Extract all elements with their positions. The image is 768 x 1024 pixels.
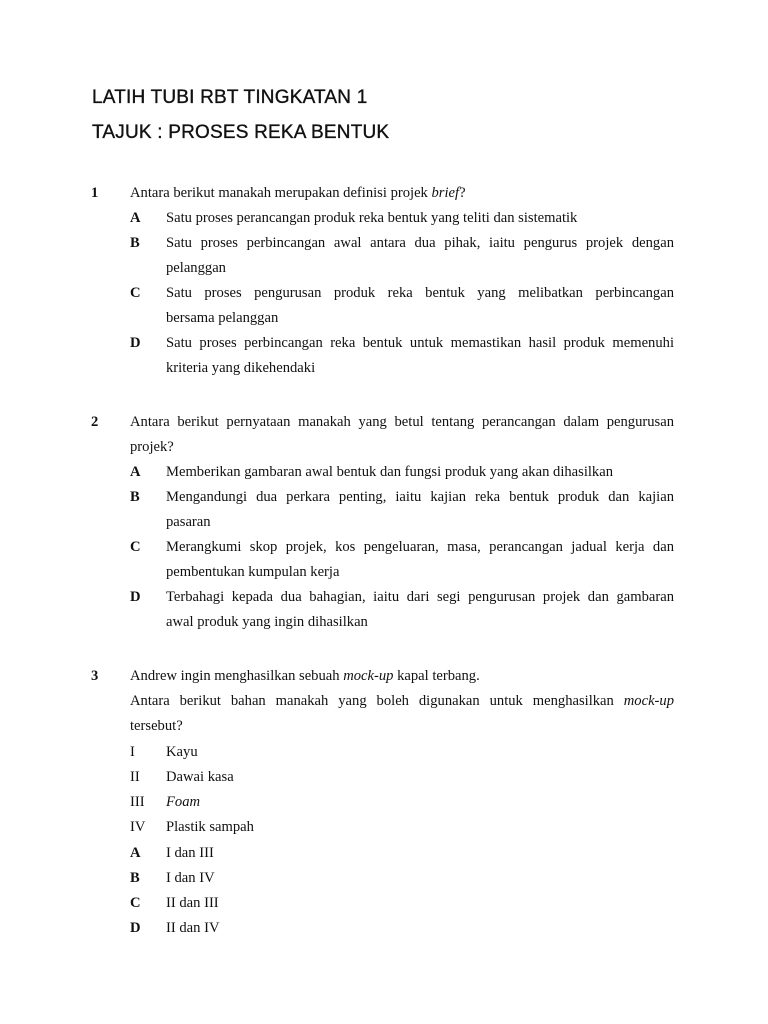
option-text-cont: kriteria yang dikehendaki: [166, 360, 316, 376]
item-numeral: I: [130, 744, 135, 760]
option-text-cont: pembentukan kumpulan kerja: [166, 564, 340, 580]
option-text: II dan III: [166, 895, 219, 911]
stem-text: Antara berikut manakah merupakan definisi projek: [130, 185, 432, 201]
item-numeral: II: [130, 769, 140, 785]
stem-text: Andrew ingin menghasilkan sebuah: [130, 668, 344, 684]
item-numeral: IV: [130, 819, 146, 835]
option-text: Satu proses perbincangan awal antara dua pihak, iaitu pengurus projek dengan: [166, 235, 674, 251]
option-letter: C: [130, 285, 141, 301]
question-stem-cont: tersebut?: [130, 718, 183, 734]
item-text: Plastik sampah: [166, 819, 254, 835]
question-number: 3: [91, 668, 99, 684]
item-text: Dawai kasa: [166, 769, 234, 785]
item-text: Kayu: [166, 744, 198, 760]
option-text: Memberikan gambaran awal bentuk dan fungsi produk yang akan dihasilkan: [166, 464, 614, 480]
option-letter: B: [130, 235, 140, 251]
question-number: 2: [91, 414, 99, 430]
option-letter: D: [130, 589, 141, 605]
option-text: Satu proses perancangan produk reka bentuk yang teliti dan sistematik: [166, 210, 578, 226]
question-stem-cont: [130, 692, 674, 710]
option-text: Merangkumi skop projek, kos pengeluaran, masa, perancangan jadual kerja dan: [166, 539, 674, 555]
option-letter: B: [130, 870, 140, 886]
question-stem-cont: projek?: [130, 439, 174, 455]
option-text: I dan IV: [166, 870, 215, 886]
stem-text: kapal terbang.: [393, 668, 480, 684]
question-stem: [130, 184, 466, 202]
question-stem: Antara berikut pernyataan manakah yang betul tentang perancangan dalam pengurusan: [130, 414, 674, 430]
option-text: II dan IV: [166, 920, 220, 936]
stem-italic-term: mock-up: [343, 668, 394, 684]
item-numeral: III: [130, 794, 145, 810]
stem-text: ?: [459, 185, 466, 201]
option-text: Satu proses perbincangan reka bentuk untuk memastikan hasil produk memenuhi: [166, 335, 674, 351]
option-text-cont: bersama pelanggan: [166, 310, 279, 326]
option-letter: B: [130, 489, 140, 505]
option-text: Satu proses pengurusan produk reka bentuk yang melibatkan perbincangan: [166, 285, 674, 301]
topic-title: TAJUK : PROSES REKA BENTUK: [92, 122, 390, 143]
item-italic-term: Foam: [166, 794, 201, 810]
option-text-cont: awal produk yang ingin dihasilkan: [166, 614, 368, 630]
option-letter: D: [130, 335, 141, 351]
question-stem: [130, 667, 480, 685]
document-title: LATIH TUBI RBT TINGKATAN 1: [92, 87, 368, 108]
option-letter: C: [130, 539, 141, 555]
option-letter: A: [130, 845, 141, 861]
option-letter: C: [130, 895, 141, 911]
option-letter: D: [130, 920, 141, 936]
option-text-cont: pelanggan: [166, 260, 226, 276]
item-text: [166, 793, 200, 811]
stem-italic-term: mock-up: [623, 693, 674, 709]
option-letter: A: [130, 464, 141, 480]
stem-italic-term: brief: [431, 185, 460, 201]
option-letter: A: [130, 210, 141, 226]
option-text-cont: pasaran: [166, 514, 211, 530]
stem-text: Antara berikut bahan manakah yang boleh digunakan untuk menghasilkan: [130, 693, 624, 709]
question-number: 1: [91, 185, 99, 201]
option-text: I dan III: [166, 845, 214, 861]
option-text: Terbahagi kepada dua bahagian, iaitu dari segi pengurusan projek dan gambaran: [166, 589, 674, 605]
option-text: Mengandungi dua perkara penting, iaitu kajian reka bentuk produk dan kajian: [166, 489, 674, 505]
